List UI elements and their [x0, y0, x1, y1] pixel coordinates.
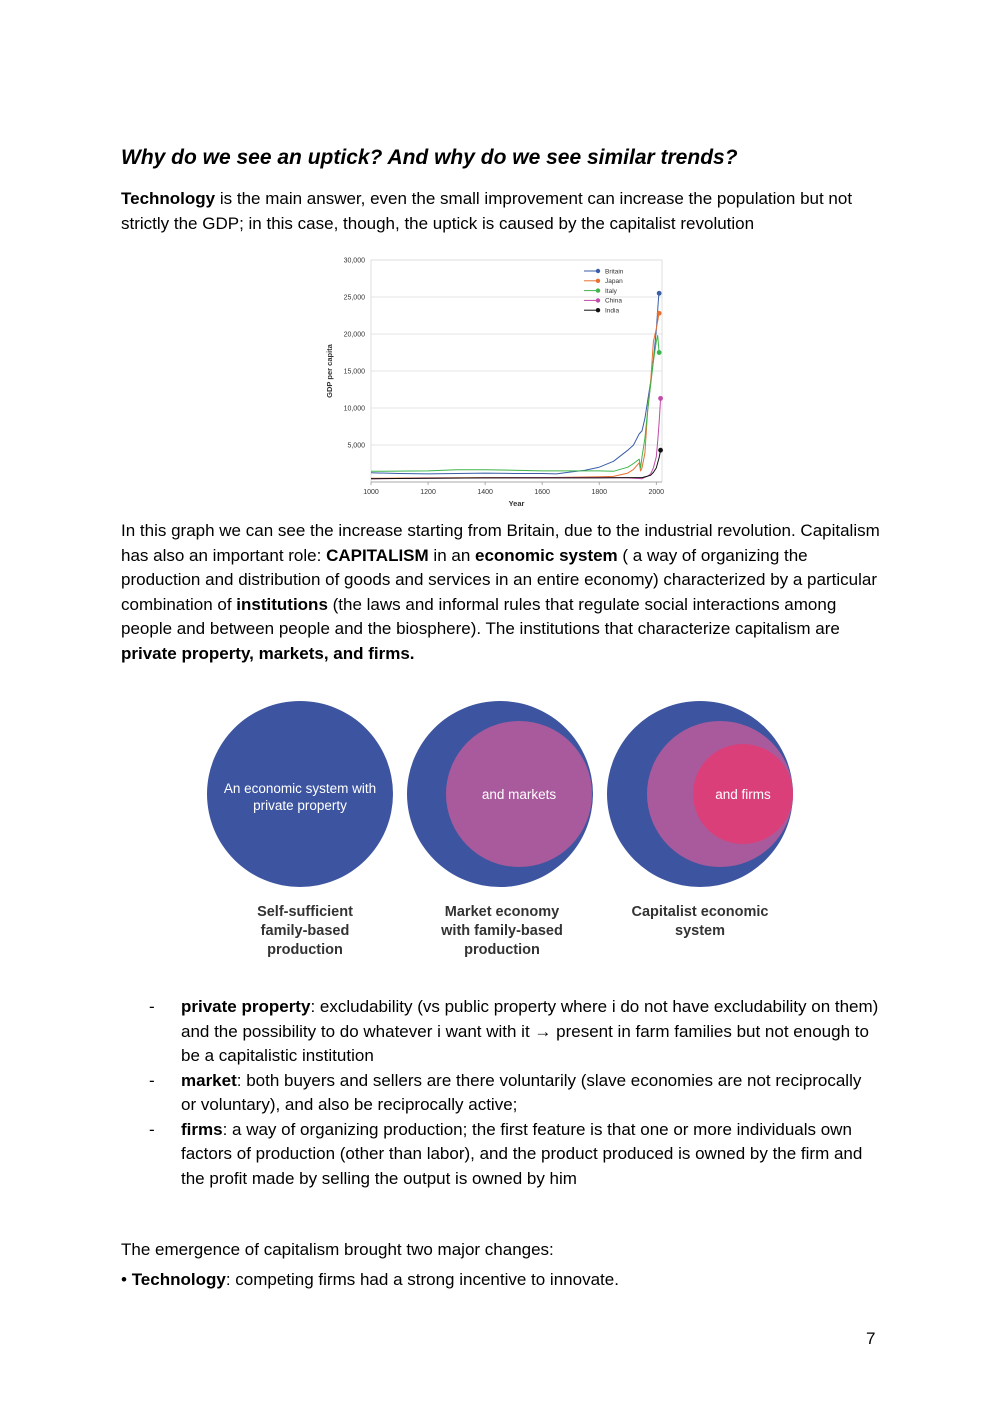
y-tick-label: 30,000	[343, 257, 365, 265]
paragraph-text: in an	[428, 545, 475, 565]
section-heading: Why do we see an uptick? And why do we see similar trends?	[121, 146, 738, 169]
list-item-text: : excludability (vs public property where i do not have excludability on them) and the possibility to do whatever i want with it → present in farm families but not enough to be a capitalistic institution	[181, 997, 879, 1065]
legend-swatch-marker	[596, 308, 600, 312]
x-tick-label: 1600	[534, 489, 550, 496]
list-item-text: : both buyers and sellers are there voluntarily (slave economies are not reciprocally or voluntary), and also be reciprocally active;	[181, 1070, 862, 1114]
caption2-line3: production	[464, 942, 540, 958]
bold-term: firms	[181, 1119, 223, 1139]
legend-label: India	[605, 307, 620, 315]
list-item	[121, 995, 881, 1069]
bold-term: institutions	[236, 594, 328, 614]
paragraph-text: ( a way of organizing the production and distribution of goods and services in an entire economy) characterized by a particular combination of	[121, 545, 877, 614]
caption3-line2: system	[675, 923, 725, 939]
bold-term: market	[181, 1070, 237, 1090]
caption1-line2: family-based	[260, 923, 350, 939]
institutions-list	[121, 995, 881, 1191]
legend-label: China	[605, 297, 622, 305]
series-endpoint-india	[658, 448, 663, 453]
legend-swatch-marker	[596, 298, 600, 302]
bullet-mark: •	[121, 1270, 132, 1289]
caption1-line1: Self-sufficient	[257, 904, 353, 920]
institutions-diagram-svg	[200, 695, 800, 970]
gdp-chart-svg	[322, 250, 665, 515]
technology-bullet	[121, 1268, 881, 1293]
legend-swatch-marker	[596, 269, 600, 273]
bold-term: private property	[181, 997, 311, 1016]
series-endpoint-italy	[657, 350, 662, 355]
x-tick-label: 1000	[363, 489, 379, 496]
legend-label: Italy	[605, 287, 617, 295]
bold-term: Technology	[131, 1270, 226, 1289]
caption2-line1: Market economy	[444, 904, 560, 920]
x-axis-title: Year	[508, 499, 525, 508]
y-tick-label: 10,000	[343, 405, 365, 413]
y-tick-label: 20,000	[343, 331, 365, 339]
list-item-text: : a way of organizing production; the first feature is that one or more individuals own factors of production (other than labor), and the product produced is owned by the firm and the profit made by selling the output is owned by him	[181, 1119, 863, 1188]
changes-paragraph: The emergence of capitalism brought two major changes:	[121, 1240, 554, 1259]
x-tick-label: 1200	[420, 489, 436, 496]
bold-term: Technology	[121, 189, 216, 208]
y-axis-title: GDP per capita	[325, 344, 334, 398]
legend-swatch-marker	[596, 279, 600, 283]
paragraph-text: (the laws and informal rules that regulate social interactions among people and between people and the biosphere). The institutions that characterize capitalism are	[121, 594, 840, 638]
list-item	[121, 1069, 881, 1118]
y-tick-label: 5,000	[347, 442, 365, 450]
bullet-dash: -	[149, 1119, 155, 1139]
caption1-line3: production	[267, 942, 343, 958]
circle3-label: and firms	[715, 787, 771, 802]
caption3-line1: Capitalist economic	[631, 904, 769, 920]
series-endpoint-china	[658, 396, 663, 401]
bold-term: economic system	[475, 545, 618, 565]
legend-label: Britain	[605, 268, 624, 276]
legend-label: Japan	[605, 278, 623, 286]
circle1-line2: private property	[253, 798, 347, 813]
legend-swatch-marker	[596, 288, 600, 292]
x-tick-label: 1800	[591, 489, 608, 496]
y-tick-label: 25,000	[343, 294, 365, 302]
circle2-label: and markets	[481, 787, 557, 802]
bold-term: CAPITALISM	[326, 545, 429, 565]
bullet-dash: -	[149, 1070, 155, 1090]
page-number: 7	[866, 1329, 876, 1348]
x-tick-label: 2000	[648, 489, 665, 496]
series-endpoint-britain	[657, 291, 662, 296]
paragraph-text: : competing firms had a strong incentive to innovate.	[225, 1270, 619, 1289]
y-tick-label: 15,000	[343, 368, 365, 376]
capitalism-paragraph	[121, 519, 881, 666]
institutions-diagram	[200, 695, 800, 970]
caption2-line2: with family-based	[441, 923, 563, 939]
list-item	[121, 1118, 881, 1192]
bullet-dash: -	[149, 997, 155, 1016]
circle1-line1: An economic system with	[223, 781, 377, 796]
paragraph-text: In this graph we can see the increase starting from Britain, due to the industrial revolution. Capitalism has also an important role:	[121, 521, 880, 565]
series-endpoint-japan	[657, 311, 662, 316]
gdp-chart	[322, 250, 665, 515]
bold-term: private property, markets, and firms.	[121, 643, 415, 663]
x-tick-label: 1400	[477, 489, 493, 496]
paragraph-text: is the main answer, even the small improvement can increase the population but not strictly the GDP; in this case, though, the uptick is caused by the capitalist revolution	[121, 189, 853, 233]
intro-paragraph	[121, 187, 881, 236]
